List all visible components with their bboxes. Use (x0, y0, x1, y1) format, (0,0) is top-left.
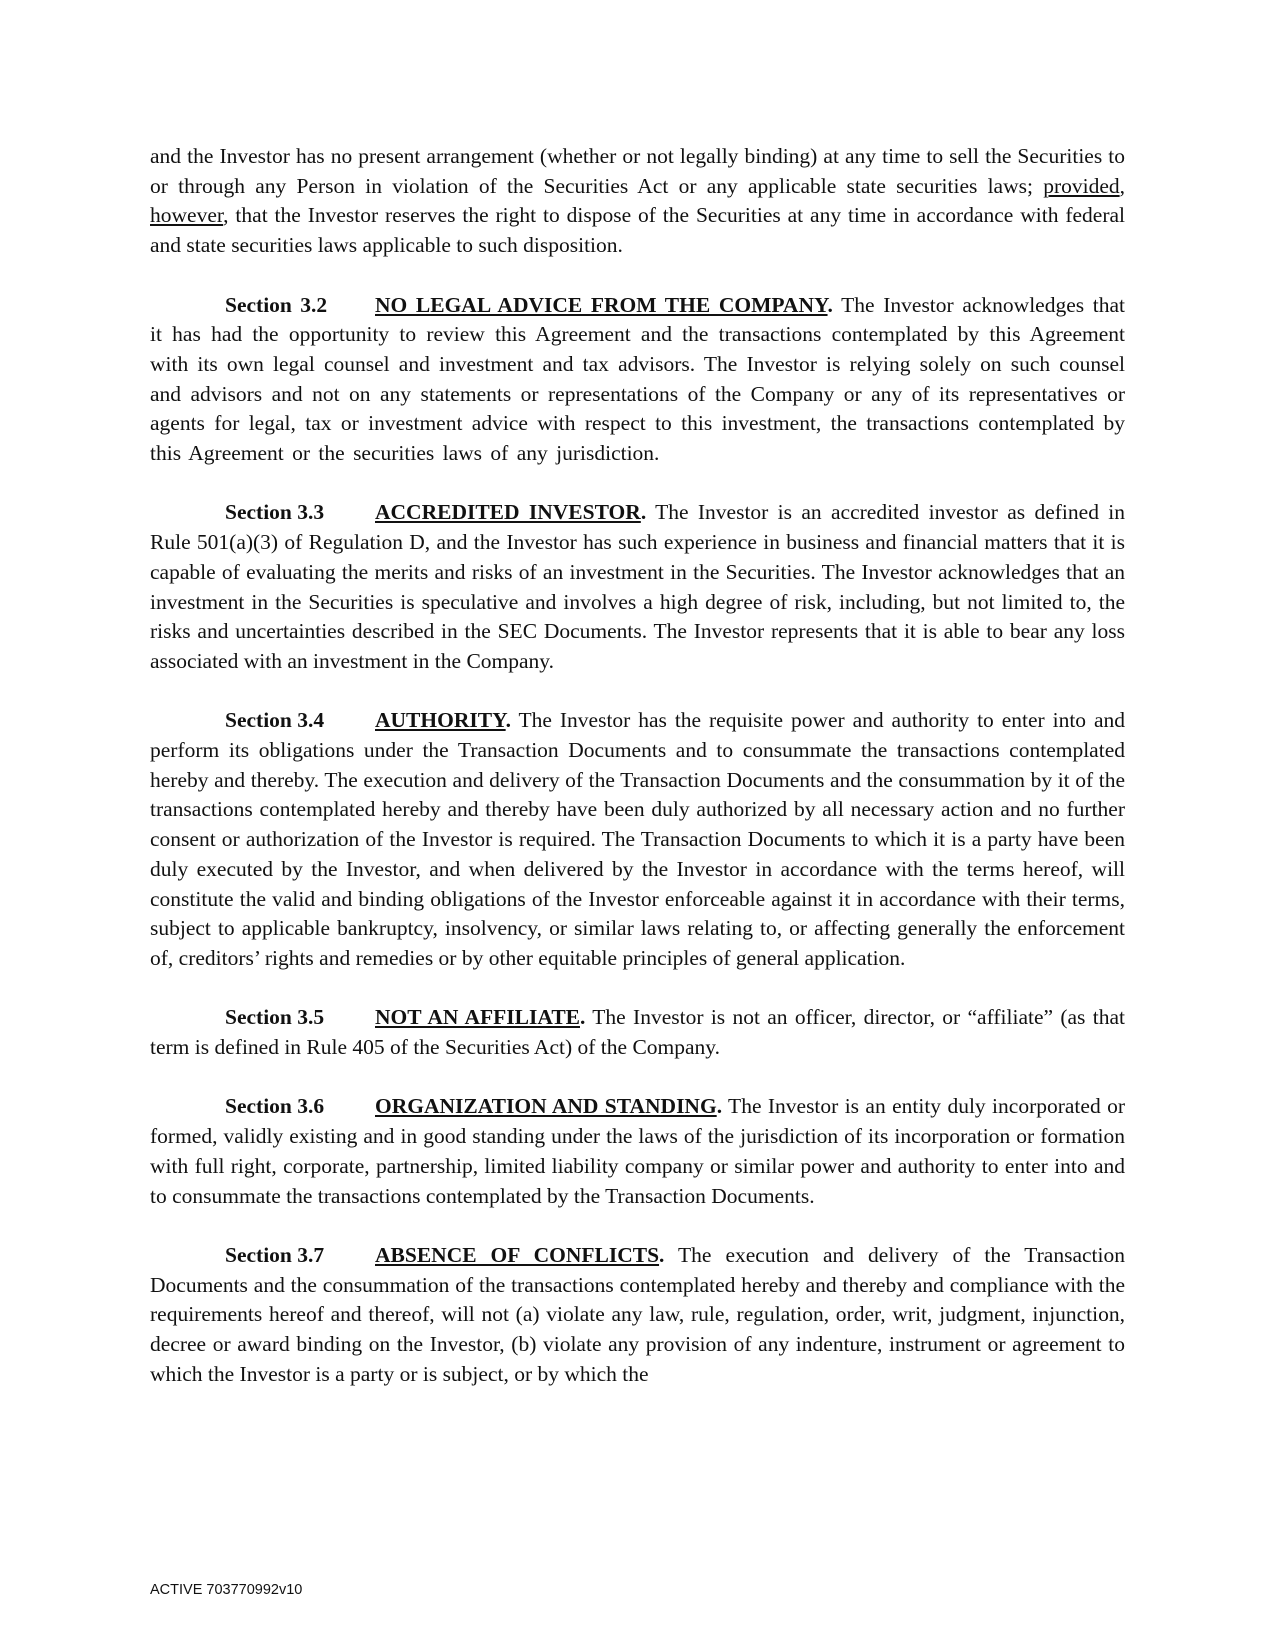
section-title: AUTHORITY (375, 708, 506, 733)
section-number: Section 3.3 (225, 500, 325, 525)
section-body: The Investor is not an officer, director, or “affiliate” (as that term is defined in Rule 405 of the Securities Act) of the Company. (150, 1005, 1125, 1060)
section-body: The Investor acknowledges that it has had the opportunity to review this Agreement and the transactions contemplated by this Agreement with its own legal counsel and investment and tax advisors. The Investor is relying solely on such counsel and advisors and not on any statements or representations of the Company or any of its representatives or agents for legal, tax or investment advice with respect to this investment, the transactions contemplated by this Agreement or the securities laws of any jurisdiction. (150, 292, 1125, 466)
section-body: The Investor is an entity duly incorporated or formed, validly existing and in good standing under the laws of the jurisdiction of its incorporation or formation with full right, corporate, partnership, limited liability company or similar power and authority to enter into and to consummate the transactions contemplated by the Transaction Documents. (150, 1094, 1125, 1208)
section-number: Section 3.6 (225, 1094, 325, 1119)
intro-text-after: , that the Investor reserves the right to dispose of the Securities at any time in accordance with federal and state securities laws applicable to such disposition. (150, 203, 1125, 258)
section-title: NOT AN AFFILIATE (375, 1005, 580, 1030)
section-number: Section 3.2 (225, 292, 328, 317)
section-3-2 (150, 291, 1125, 469)
document-page (150, 142, 1125, 1419)
section-title: ABSENCE OF CONFLICTS (375, 1242, 660, 1267)
document-footer-id: ACTIVE 703770992v10 (150, 1582, 303, 1598)
provided-term: provided (1043, 173, 1120, 198)
section-3-4 (150, 706, 1125, 973)
section-title-period: . (659, 1242, 665, 1267)
intro-paragraph (150, 142, 1125, 261)
section-title: NO LEGAL ADVICE FROM THE COMPANY (375, 292, 828, 317)
section-number: Section 3.7 (225, 1242, 325, 1267)
section-title-period: . (716, 1094, 723, 1119)
section-title-period: . (640, 500, 647, 525)
intro-comma: , (1119, 173, 1125, 198)
intro-text-before: and the Investor has no present arrangement (whether or not legally binding) at any time to sell the Securities to or through any Person in violation of the Securities Act or any applicable state securities laws; (150, 144, 1125, 198)
section-title-period: . (580, 1005, 586, 1030)
section-number: Section 3.5 (225, 1005, 325, 1030)
section-body: The execution and delivery of the Transaction Documents and the consummation of the transactions contemplated hereby and thereby and compliance with the requirements hereof and thereof, will not (a) violate any law, rule, regulation, order, writ, judgment, injunction, decree or award binding on the Investor, (b) violate any provision of any indenture, instrument or agreement to which the Investor is a party or is subject, or by which the (150, 1242, 1125, 1386)
section-title: ACCREDITED INVESTOR (375, 500, 641, 525)
section-title-period: . (827, 292, 833, 317)
section-3-5 (150, 1003, 1125, 1062)
section-body: The Investor is an accredited investor as defined in Rule 501(a)(3) of Regulation D, and the Investor has such experience in business and financial matters that it is capable of evaluating the merits and risks of an investment in the Securities. The Investor acknowledges that an investment in the Securities is speculative and involves a high degree of risk, including, but not limited to, the risks and uncertainties described in the SEC Documents. The Investor represents that it is able to bear any loss associated with an investment in the Company. (150, 500, 1126, 673)
section-3-6 (150, 1092, 1125, 1211)
however-term: however (150, 203, 224, 228)
section-body: The Investor has the requisite power and authority to enter into and perform its obligations under the Transaction Documents and to consummate the transactions contemplated hereby and thereby. The execution and delivery of the Transaction Documents and the consummation by it of the transactions contemplated hereby and thereby have been duly authorized by all necessary action and no further consent or authorization of the Investor is required. The Transaction Documents to which it is a party have been duly executed by the Investor, and when delivered by the Investor in accordance with the terms hereof, will constitute the valid and binding obligations of the Investor enforceable against it in accordance with their terms, subject to applicable bankruptcy, insolvency, or similar laws relating to, or affecting generally the enforcement of, creditors’ rights and remedies or by other equitable principles of general application. (150, 708, 1125, 970)
section-title-period: . (505, 708, 512, 733)
section-3-7 (150, 1241, 1125, 1390)
section-title: ORGANIZATION AND STANDING (375, 1094, 717, 1119)
section-number: Section 3.4 (225, 708, 325, 733)
section-3-3 (150, 498, 1125, 676)
